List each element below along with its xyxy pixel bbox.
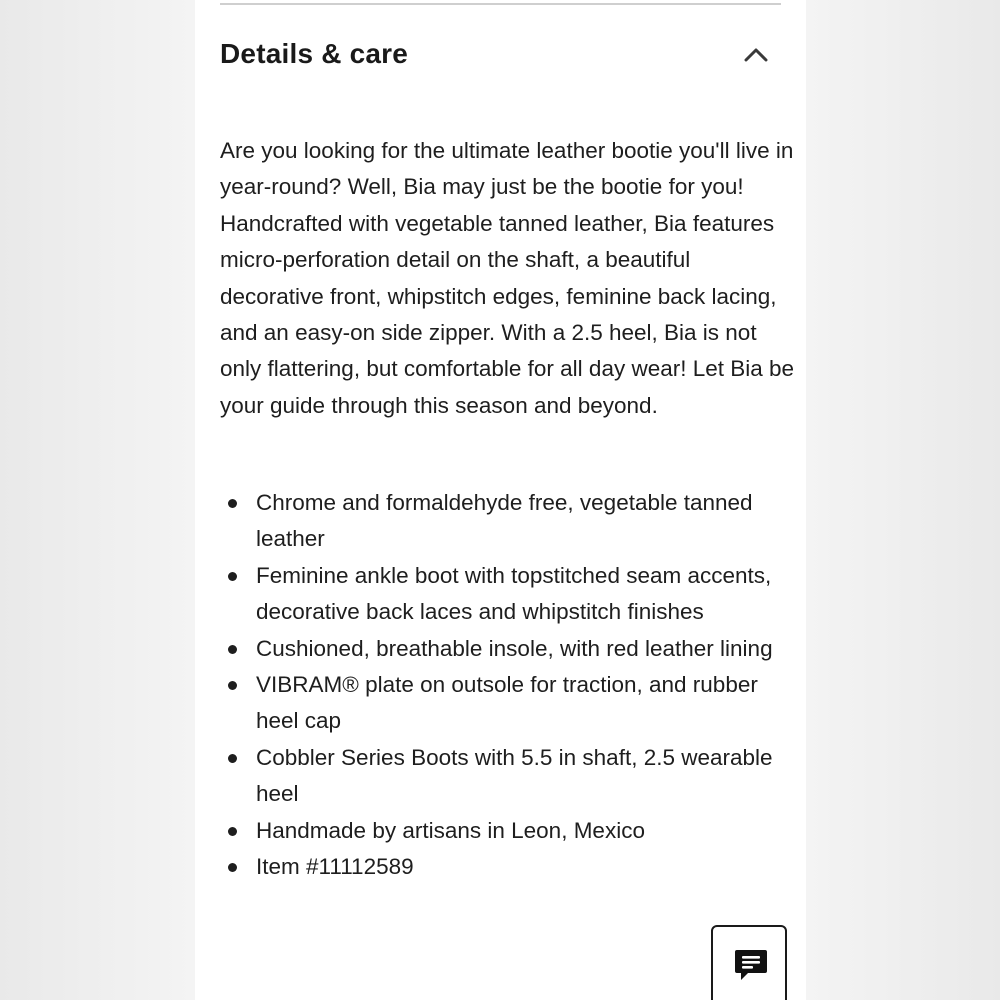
- chat-button[interactable]: [711, 925, 787, 1000]
- feature-text: Item #11112589: [256, 854, 414, 880]
- bullet-icon: [228, 645, 237, 654]
- page-backdrop-left: [0, 0, 195, 1000]
- bullet-icon: [228, 499, 237, 508]
- bullet-icon: [228, 863, 237, 872]
- list-item: [220, 740, 795, 813]
- chevron-up-icon[interactable]: [743, 43, 769, 65]
- details-care-accordion-header[interactable]: [220, 30, 781, 82]
- list-item: [220, 485, 795, 558]
- feature-text: Chrome and formaldehyde free, vegetable tanned leather: [256, 490, 753, 552]
- list-item: [220, 667, 795, 740]
- bullet-icon: [228, 681, 237, 690]
- section-title: Details & care: [220, 38, 409, 69]
- feature-text: Handmade by artisans in Leon, Mexico: [256, 817, 645, 843]
- feature-list: [220, 485, 795, 885]
- bullet-icon: [228, 754, 237, 763]
- chat-icon: [733, 947, 769, 983]
- feature-text: Cobbler Series Boots with 5.5 in shaft, 2.5 wearable heel: [256, 744, 773, 807]
- feature-text: Feminine ankle boot with topstitched seam accents, decorative back laces and whipstitch finishes: [256, 562, 772, 625]
- list-item: [220, 631, 795, 667]
- product-details-panel: [195, 0, 806, 1000]
- product-description: Are you looking for the ultimate leather bootie you'll live in year-round? Well, Bia may just be the bootie for you! Handcrafted with vegetable tanned leather, Bia features micro-perforation detail on the shaft, a beautiful decorative front, whipstitch edges, feminine back lacing, and an easy-on side zipper. With a 2.5 heel, Bia is not only flattering, but comfortable for all day wear! Let Bia be your guide through this season and beyond.: [220, 138, 795, 418]
- list-item: [220, 558, 795, 631]
- list-item: [220, 813, 795, 849]
- bullet-icon: [228, 827, 237, 836]
- section-divider: [220, 3, 781, 5]
- feature-text: Cushioned, breathable insole, with red leather lining: [256, 635, 773, 661]
- feature-text: VIBRAM® plate on outsole for traction, and rubber heel cap: [256, 672, 758, 734]
- page-backdrop-right: [805, 0, 1000, 1000]
- bullet-icon: [228, 572, 237, 581]
- list-item: [220, 849, 795, 885]
